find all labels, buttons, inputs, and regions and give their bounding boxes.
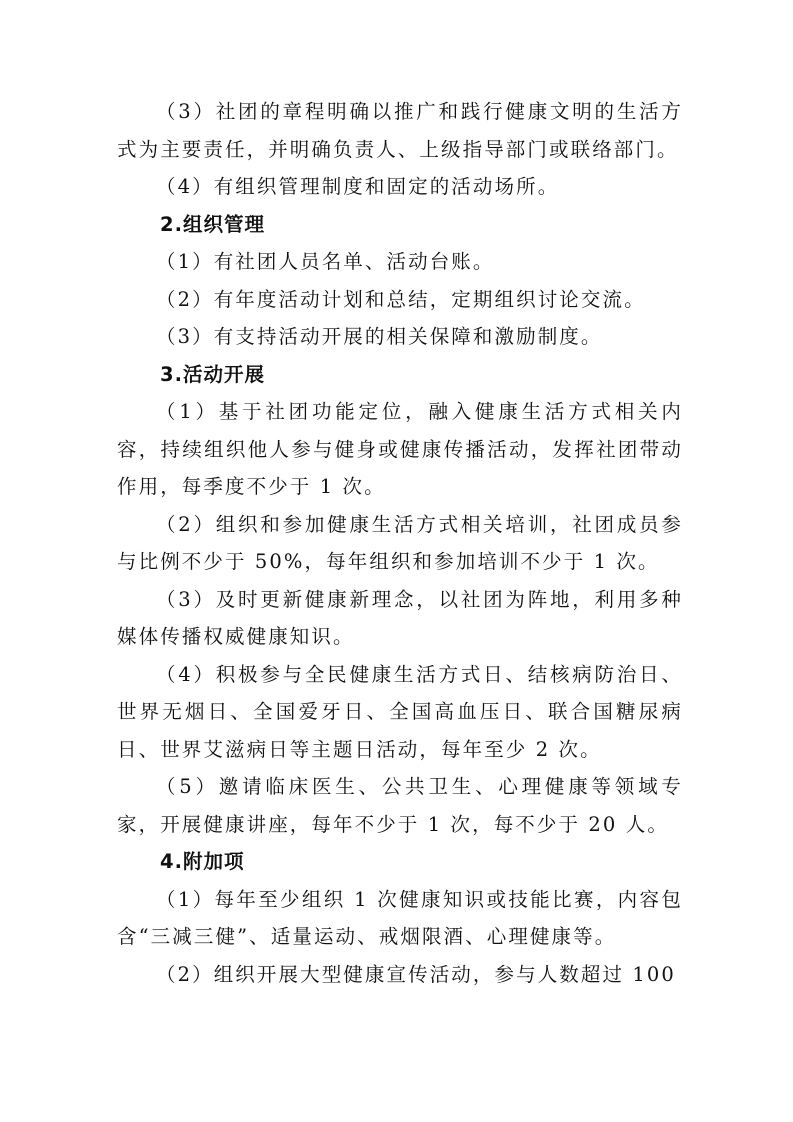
paragraph: （2）组织和参加健康生活方式相关培训，社团成员参与比例不少于 50%，每年组织和参加培训不少于 1 次。 <box>117 512 683 573</box>
paragraph: （1）基于社团功能定位，融入健康生活方式相关内容，持续组织他人参与健身或健康传播活动，发挥社团带动作用，每季度不少于 1 次。 <box>117 400 683 498</box>
paragraph: （4）积极参与全民健康生活方式日、结核病防治日、世界无烟日、全国爱牙日、全国高血压日、联合国糖尿病日、世界艾滋病日等主题日活动，每年至少 2 次。 <box>117 662 683 761</box>
paragraph: （3）及时更新健康新理念，以社团为阵地，利用多种媒体传播权威健康知识。 <box>117 587 683 648</box>
section-heading: 4.附加项 <box>160 850 245 873</box>
paragraph: （2）组织开展大型健康宣传活动，参与人数超过 100 <box>156 962 676 986</box>
paragraph: （3）有支持活动开展的相关保障和激励制度。 <box>156 325 603 348</box>
paragraph: （1）有社团人员名单、活动台账。 <box>156 250 495 273</box>
section-heading: 3.活动开展 <box>160 362 265 386</box>
paragraph: （5）邀请临床医生、公共卫生、心理健康等领域专家，开展健康讲座，每年不少于 1 次，每不少于 20 人。 <box>117 775 683 836</box>
paragraph: （3）社团的章程明确以推广和践行健康文明的生活方式为主要责任，并明确负责人、上级指导部门或联络部门。 <box>117 100 683 161</box>
document-body <box>117 93 683 993</box>
paragraph: （4）有组织管理制度和固定的活动场所。 <box>156 175 560 198</box>
paragraph: （1）每年至少组织 1 次健康知识或技能比赛，内容包含“三减三健”、适量运动、戒烟限酒、心理健康等。 <box>117 887 683 948</box>
paragraph: （2）有年度活动计划和总结，定期组织讨论交流。 <box>156 287 646 311</box>
section-heading: 2.组织管理 <box>160 212 265 236</box>
